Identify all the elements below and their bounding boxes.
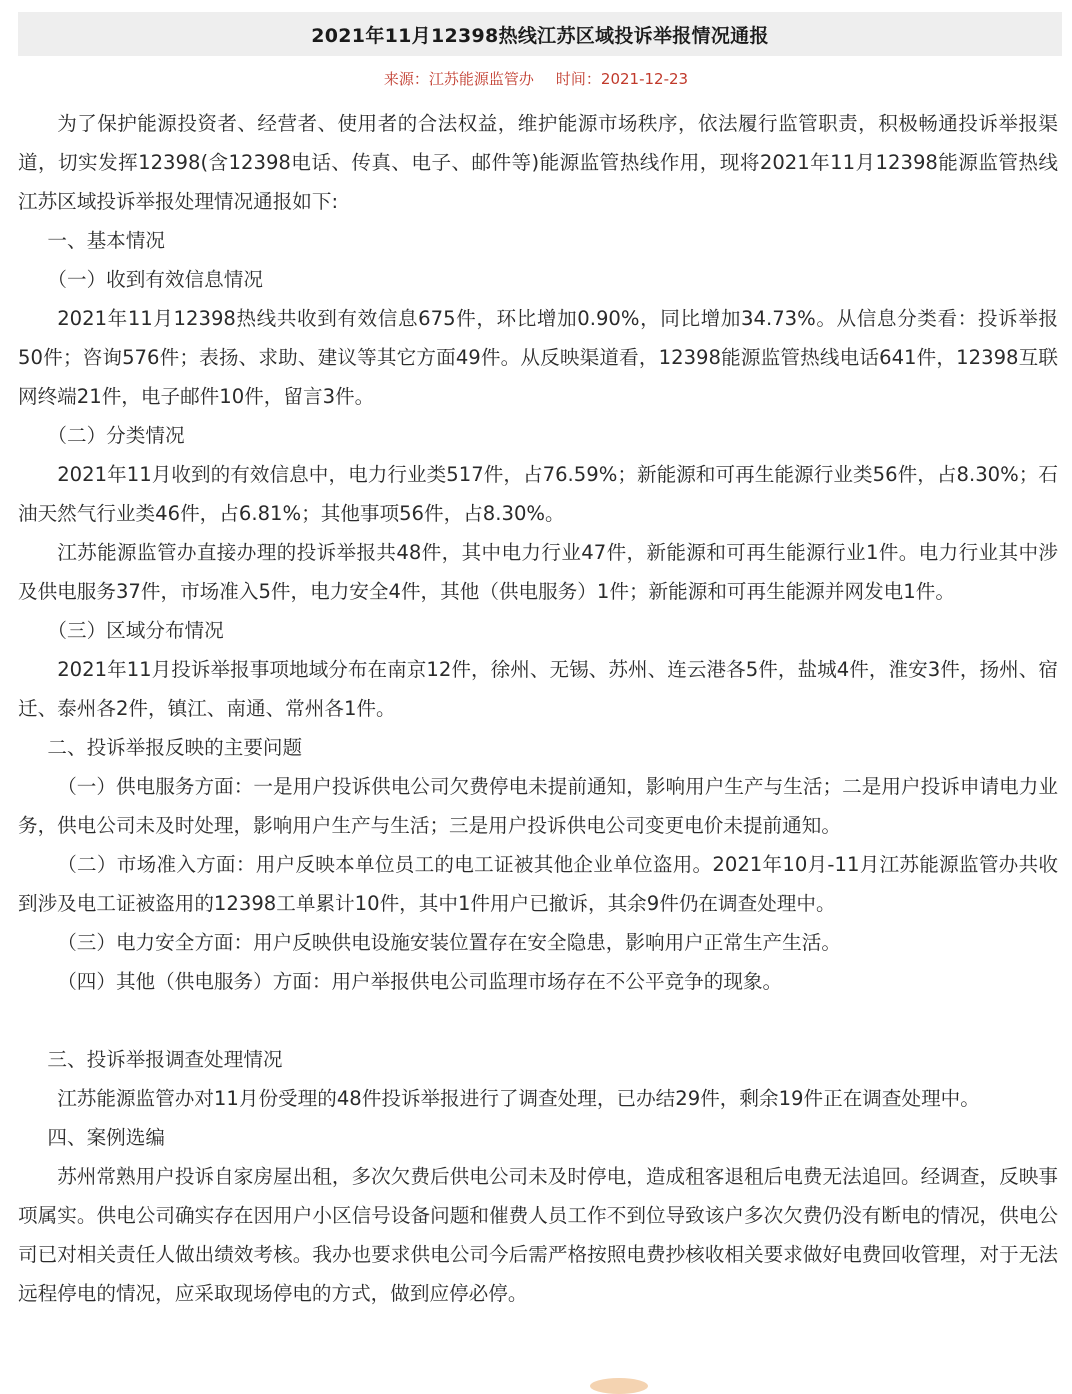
section-heading-handling: 三、投诉举报调查处理情况 [47,1048,283,1071]
intro-paragraph: 为了保护能源投资者、经营者、使用者的合法权益，维护能源市场秩序，依法履行监管职责，积极畅通投诉举报渠道，切实发挥12398(含12398电话、传真、电子、邮件等)能源监管热线作用，现将2021年11月12398能源监管热线江苏区域投诉举报处理情况通报如下: [18,112,1058,213]
article-meta [0,68,1072,89]
spacer [18,1001,1058,1040]
paragraph: 2021年11月投诉举报事项地域分布在南京12件，徐州、无锡、苏州、连云港各5件，盐城4件，淮安3件，扬州、宿迁、泰州各2件，镇江、南通、常州各1件。 [18,658,1058,720]
subsection-heading: （三）区域分布情况 [47,619,224,642]
paragraph: （一）供电服务方面：一是用户投诉供电公司欠费停电未提前通知，影响用户生产与生活；二是用户投诉申请电力业务，供电公司未及时处理，影响用户生产与生活；三是用户投诉供电公司变更电价未提前通知。 [18,775,1058,837]
paragraph: （四）其他（供电服务）方面：用户举报供电公司监理市场存在不公平竞争的现象。 [57,970,783,993]
subsection-heading: （一）收到有效信息情况 [47,268,263,291]
section-heading-cases: 四、案例选编 [47,1126,165,1149]
article-body [18,104,1058,1313]
section-heading-issues: 二、投诉举报反映的主要问题 [47,736,303,759]
paragraph: 苏州常熟用户投诉自家房屋出租，多次欠费后供电公司未及时停电，造成租客退租后电费无法追回。经调查，反映事项属实。供电公司确实存在因用户小区信号设备问题和催费人员工作不到位导致该户多次欠费仍没有断电的情况，供电公司已对相关责任人做出绩效考核。我办也要求供电公司今后需严格按照电费抄核收相关要求做好电费回收管理，对于无法远程停电的情况，应采取现场停电的方式，做到应停必停。 [18,1165,1058,1305]
publish-time: 时间：2021-12-23 [555,70,689,88]
paragraph: 江苏能源监管办直接办理的投诉举报共48件，其中电力行业47件，新能源和可再生能源行业1件。电力行业其中涉及供电服务37件，市场准入5件，电力安全4件，其他（供电服务）1件；新能源和可再生能源并网发电1件。 [18,541,1058,603]
decoration [590,1378,648,1394]
paragraph: 2021年11月12398热线共收到有效信息675件，环比增加0.90%，同比增加34.73%。从信息分类看：投诉举报50件；咨询576件；表扬、求助、建议等其它方面49件。从反映渠道看，12398能源监管热线电话641件，12398互联网终端21件，电子邮件10件，留言3件。 [18,307,1058,408]
title-bar [18,12,1062,56]
paragraph: （三）电力安全方面：用户反映供电设施安装位置存在安全隐患，影响用户正常生产生活。 [57,931,841,954]
paragraph: 2021年11月收到的有效信息中，电力行业类517件，占76.59%；新能源和可再生能源行业类56件，占8.30%；石油天然气行业类46件，占6.81%；其他事项56件，占8.30%。 [18,463,1058,525]
section-heading-basic: 一、基本情况 [47,229,165,252]
source-label: 来源：江苏能源监管办 [383,70,534,88]
subsection-heading: （二）分类情况 [47,424,185,447]
paragraph: 江苏能源监管办对11月份受理的48件投诉举报进行了调查处理，已办结29件，剩余19件正在调查处理中。 [57,1087,980,1110]
page-title: 2021年11月12398热线江苏区域投诉举报情况通报 [311,24,769,47]
paragraph: （二）市场准入方面：用户反映本单位员工的电工证被其他企业单位盗用。2021年10月-11月江苏能源监管办共收到涉及电工证被盗用的12398工单累计10件，其中1件用户已撤诉，其余9件仍在调查处理中。 [18,853,1058,915]
